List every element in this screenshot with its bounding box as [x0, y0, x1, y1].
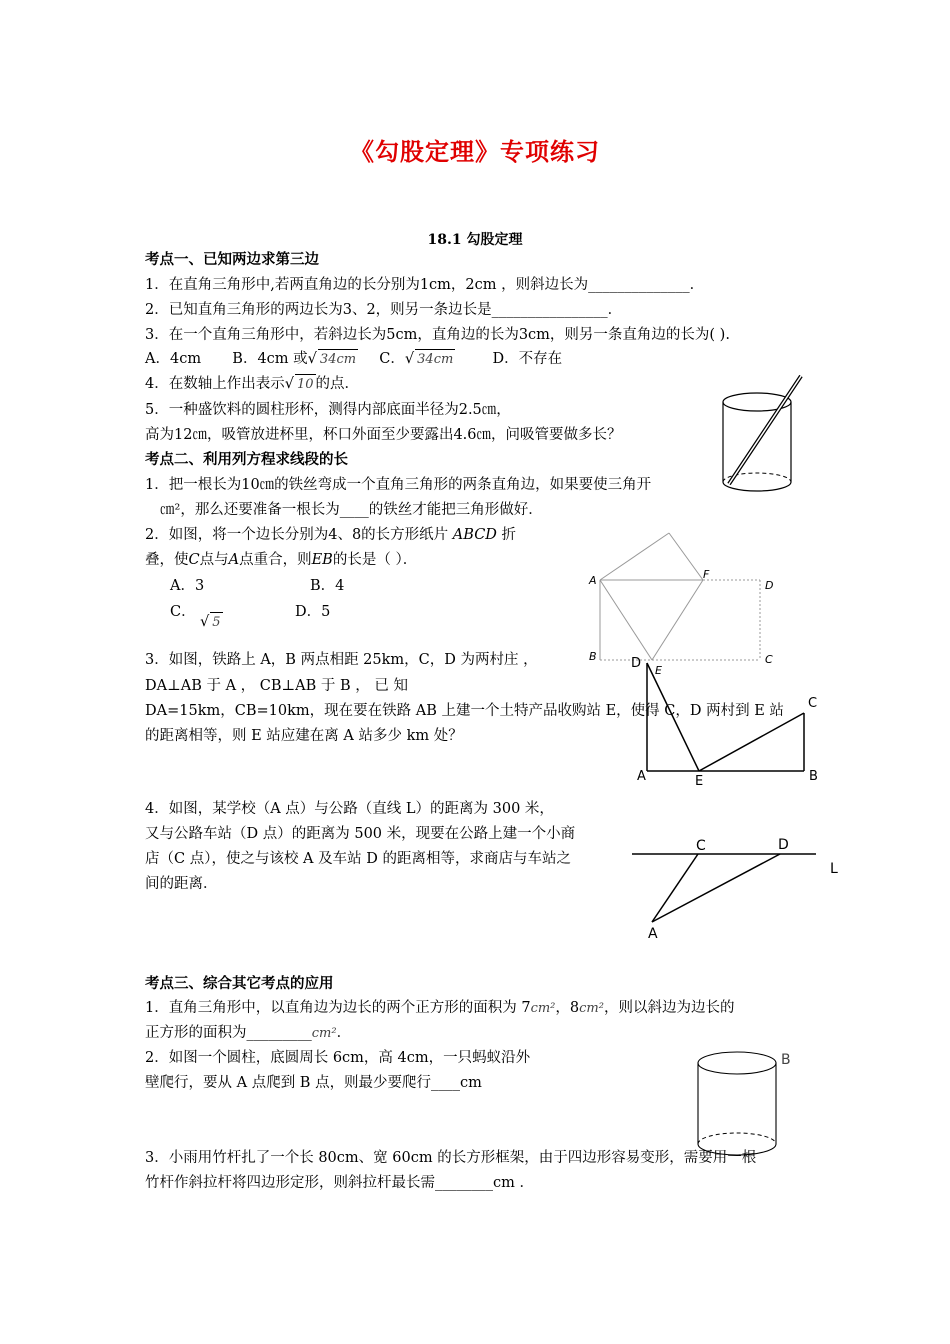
topic2-q2-line2: 叠，使C点与A点重合，则EB的长是（ ）．: [145, 552, 418, 568]
topic2-q4-line1: 4．如图，某学校（A 点）与公路（直线 L）的距离为 300 米，: [145, 801, 554, 817]
page-title: 《勾股定理》专项练习: [350, 137, 600, 166]
topic1-q3: 3．在一个直角三角形中，若斜边长为5cm，直角边的长为3cm，则另一条直角边的长为( ).: [145, 327, 730, 343]
option-b: B．4cm 或: [232, 351, 308, 367]
topic2-q4-line2: 又与公路车站（D 点）的距离为 500 米，现要在公路上建一个小商: [145, 826, 576, 842]
railway-villages-figure: [630, 655, 830, 790]
topic1-q1: 1．在直角三角形中,若两直角边的长分别为1cm，2cm ，则斜边长为______________．: [145, 277, 705, 293]
sqrt-34-expr-c: 34cm: [415, 349, 455, 370]
topic2-q2-option-c: C．: [170, 604, 196, 620]
topic2-q2-option-a: A．3: [170, 578, 205, 594]
topic2-q2-option-d: D．5: [295, 604, 331, 620]
topic2-q2-option-c-expr: √ 5: [200, 612, 223, 633]
topic1-q5-line1: 5．一种盛饮料的圆柱形杯，测得内部底面半径为2.5㎝，: [145, 402, 511, 418]
topic3-heading: 考点三、综合其它考点的应用: [145, 975, 334, 992]
label-L: L: [830, 861, 838, 877]
topic2-q3-line2: DA⊥AB 于 A ， CB⊥AB 于 B ， 已 知: [145, 678, 408, 694]
topic1-q5-line2: 高为12㎝，吸管放进杯里，杯口外面至少要露出4.6㎝，问吸管要做多长？: [145, 427, 622, 443]
topic3-q3-line1: 3．小雨用竹杆扎了一个长 80cm、宽 60cm 的长方形框架，由于四边形容易变形，需要用一根: [145, 1150, 757, 1166]
topic3-q2-line2: 壁爬行，要从 A 点爬到 B 点，则最少要爬行____cm: [145, 1075, 482, 1091]
label-D: D: [778, 837, 789, 853]
label-A: A: [589, 574, 597, 587]
topic2-q2-option-b: B．4: [310, 578, 345, 594]
topic2-q3-line1: 3．如图，铁路上 A，B 两点相距 25km，C，D 为两村庄 ，: [145, 652, 538, 668]
topic2-q3-line3: DA=15km，CB=10km，现在要在铁路 AB 上建一个土特产品收购站 E，使得 C，D 两村到 E 站: [145, 703, 784, 719]
cup-straw-figure: [715, 372, 805, 497]
label-B: B: [809, 769, 818, 784]
topic2-q3-line4: 的距离相等，则 E 站应建在离 A 站多少 km 处？: [145, 728, 463, 744]
topic2-q1-line1: 1．把一根长为10㎝的铁丝弯成一个直角三角形的两条直角边，如果要使三角开: [145, 477, 652, 493]
option-d: D．不存在: [492, 351, 563, 367]
label-C: C: [808, 696, 818, 711]
sqrt-34-expr: 34cm: [318, 349, 358, 370]
topic2-heading: 考点二、利用列方程求线段的长: [145, 451, 348, 468]
label-C: C: [696, 838, 706, 854]
topic1-q3-options: A．4cm B．4cm 或√ 34cm C．√ 34cm D．不存在: [145, 349, 562, 370]
label-A: A: [637, 769, 646, 784]
topic2-q4-line4: 间的距离．: [145, 876, 218, 892]
topic3-q3-line2: 竹杆作斜拉杆将四边形定形，则斜拉杆最长需________cm ．: [145, 1175, 534, 1191]
topic2-q2-line1: 2．如图，将一个边长分别为4、8的长方形纸片 ABCD 折: [145, 527, 517, 543]
cylinder-ant-figure: [690, 1044, 800, 1159]
topic3-q2-line1: 2．如图一个圆柱，底圆周长 6cm，高 4cm，一只蚂蚁沿外: [145, 1050, 531, 1066]
label-F: F: [703, 568, 710, 581]
folded-rectangle-figure: [585, 530, 785, 675]
road-school-figure: [630, 832, 845, 944]
option-c: C．: [379, 351, 405, 367]
label-A: A: [648, 926, 658, 942]
label-D: D: [765, 579, 774, 592]
topic2-q1-line2: ㎝²，那么还要准备一根长为____的铁丝才能把三角形做好．: [160, 502, 543, 518]
topic1-heading: 考点一、已知两边求第三边: [145, 251, 319, 268]
option-a: A．4cm: [145, 351, 202, 367]
label-C: C: [765, 653, 773, 666]
sqrt-10-expr: 10: [295, 374, 316, 395]
section-title: 18.1 勾股定理: [427, 232, 523, 248]
topic1-q4: 4．在数轴上作出表示√ 10 的点．: [145, 374, 359, 395]
label-B: B: [781, 1052, 791, 1068]
label-B: B: [589, 650, 597, 663]
label-E: E: [655, 664, 662, 677]
label-D: D: [631, 656, 642, 671]
topic1-q2: 2．已知直角三角形的两边长为3、2，则另一条边长是________________．: [145, 302, 623, 318]
topic2-q4-line3: 店（C 点），使之与该校 A 及车站 D 的距离相等，求商店与车站之: [145, 851, 571, 867]
label-E: E: [695, 774, 704, 789]
topic3-q1-line1: 1．直角三角形中，以直角边为边长的两个正方形的面积为 7cm²，8cm²，则以斜边为边长的: [145, 1000, 735, 1016]
topic3-q1-line2: 正方形的面积为_________cm²．: [145, 1025, 352, 1041]
